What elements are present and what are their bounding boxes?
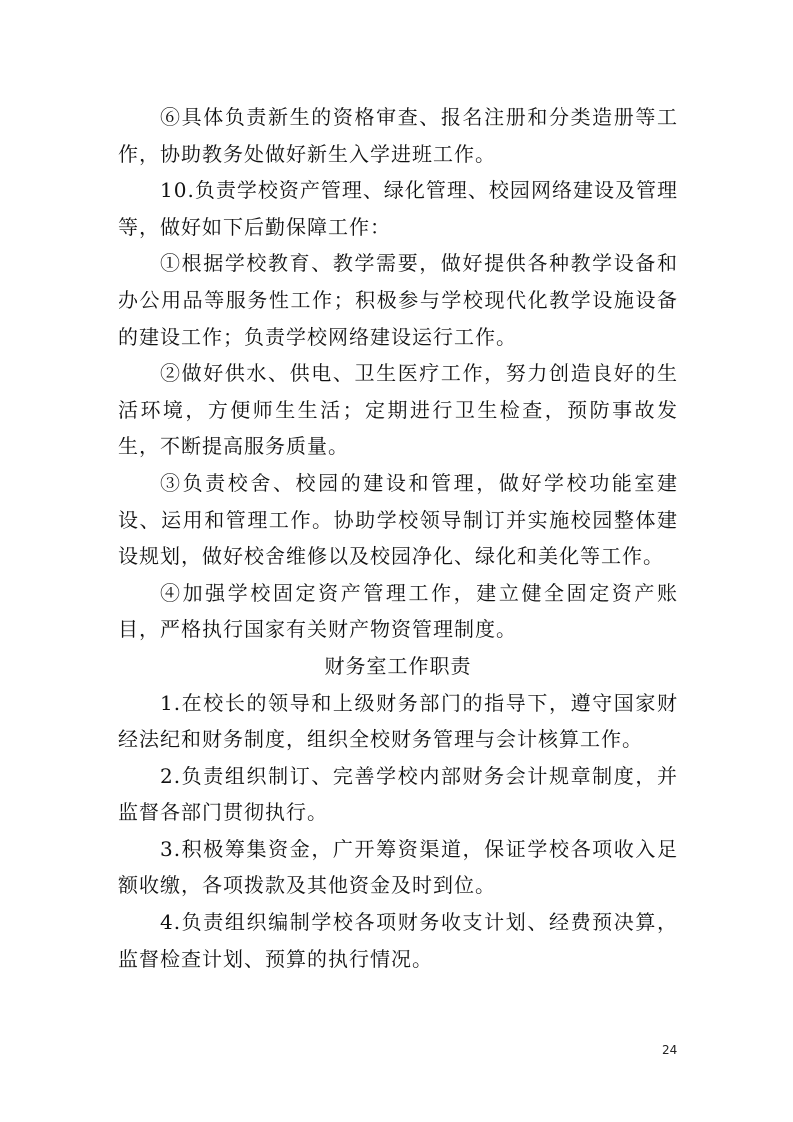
document-body — [118, 99, 678, 977]
paragraph-finance-item-4: 4.负责组织编制学校各项财务收支计划、经费预决算，监督检查计划、预算的执行情况。 — [118, 910, 678, 971]
paragraph-new-student-registration: ⑥具体负责新生的资格审查、报名注册和分类造册等工作，协助教务处做好新生入学进班工作。 — [118, 105, 678, 166]
paragraph-utilities-medical: ②做好供水、供电、卫生医疗工作，努力创造良好的生活环境，方便师生生活；定期进行卫生检查，预防事故发生，不断提高服务质量。 — [118, 361, 678, 459]
paragraph-finance-item-1: 1.在校长的领导和上级财务部门的指导下，遵守国家财经法纪和财务制度，组织全校财务管理与会计核算工作。 — [118, 690, 678, 752]
paragraph-finance-item-3: 3.积极筹集资金，广开筹资渠道，保证学校各项收入足额收缴，各项拨款及其他资金及时到位。 — [118, 836, 678, 898]
paragraph-fixed-assets: ④加强学校固定资产管理工作，建立健全固定资产账目，严格执行国家有关财产物资管理制度。 — [118, 580, 678, 642]
paragraph-teaching-equipment: ①根据学校教育、教学需要，做好提供各种教学设备和办公用品等服务性工作；积极参与学校现代化教学设施设备的建设工作；负责学校网络建设运行工作。 — [118, 251, 678, 349]
paragraph-finance-item-2: 2.负责组织制订、完善学校内部财务会计规章制度，并监督各部门贯彻执行。 — [118, 763, 678, 825]
paragraph-item-10-asset-management: 10.负责学校资产管理、绿化管理、校园网络建设及管理等，做好如下后勤保障工作： — [118, 178, 678, 239]
paragraph-campus-construction: ③负责校舍、校园的建设和管理，做好学校功能室建设、运用和管理工作。协助学校领导制订并实施校园整体建设规划，做好校舍维修以及校园净化、绿化和美化等工作。 — [118, 470, 678, 569]
section-title: 财务室工作职责 — [324, 653, 472, 678]
page-number: 24 — [662, 1043, 678, 1057]
